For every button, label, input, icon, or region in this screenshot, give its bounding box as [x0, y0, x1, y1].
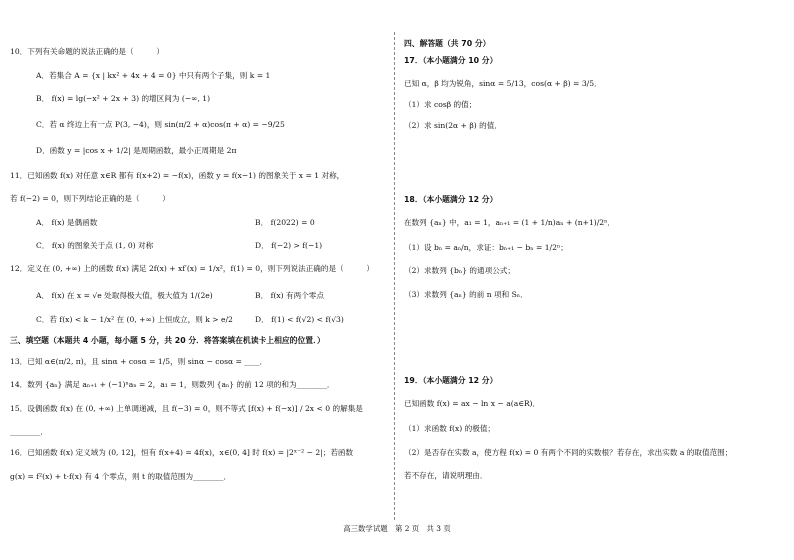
left-line-4: D．函数 y = |cos x + 1/2| 是周期函数，最小正周期是 2π: [36, 146, 237, 155]
left-line-19: 15．设偶函数 f(x) 在 (0, +∞) 上单调递减，且 f(−3) = 0，则不等式 [f(x) + f(−x)] / 2x < 0 的解集是: [10, 404, 363, 413]
right-line-13: （2）是否存在实数 a，使方程 f(x) = 0 有两个不同的实数根？若存在，求出实数 a 的取值范围；: [404, 448, 733, 457]
left-line-17: 13．已知 α∈(π/2, π)，且 sinα + cosα = 1/5，则 sinα − cosα = ____．: [10, 357, 268, 366]
left-line-8: B． f(2022) = 0: [255, 218, 315, 227]
right-line-3: （1）求 cosβ 的值；: [404, 100, 477, 109]
left-line-5: 11．已知函数 f(x) 对任意 x∈R 都有 f(x+2) = −f(x)，函数 y = f(x−1) 的图象关于 x = 1 对称，: [10, 171, 345, 180]
left-line-1: A．若集合 A = {x | kx² + 4x + 4 = 0} 中只有两个子集，则 k = 1: [36, 71, 271, 80]
left-line-21: 16．已知函数 f(x) 定义域为 (0, 12]，恒有 f(x+4) = 4f(x)，x∈(0, 4] 时 f(x) = |2ˣ⁻² − 2|；若函数: [10, 448, 354, 457]
left-line-14: C．若 f(x) < k − 1/x² 在 (0, +∞) 上恒成立，则 k > e/2: [36, 315, 233, 324]
right-line-0: 四、解答题（共 70 分）: [404, 39, 491, 48]
left-line-10: D． f(−2) > f(−1): [255, 241, 323, 250]
left-line-0: 10．下列有关命题的说法正确的是（ ）: [10, 47, 164, 56]
right-line-2: 已知 α，β 均为锐角，sinα = 5/13，cos(α + β) = 3/5．: [404, 79, 602, 88]
page-footer: 高三数学试题 第 2 页 共 3 页: [343, 524, 451, 533]
left-line-16: 三、填空题（本题共 4 小题，每小题 5 分，共 20 分．将答案填在机读卡上相应的位置．）: [10, 336, 325, 345]
left-line-20: ________．: [10, 427, 48, 436]
right-line-6: 在数列 {aₙ} 中，a₁ = 1，aₙ₊₁ = (1 + 1/n)aₙ + (n+1)/2ⁿ．: [404, 218, 616, 227]
right-line-14: 若不存在，请说明理由．: [404, 471, 488, 480]
left-line-6: 若 f(−2) = 0，则下列结论正确的是（ ）: [10, 194, 170, 203]
left-line-18: 14．数列 {aₙ} 满足 aₙ₊₁ + (−1)ⁿaₙ = 2，a₁ = 1，则数列 {aₙ} 的前 12 项的和为________．: [10, 380, 335, 389]
right-line-4: （2）求 sin(2α + β) 的值．: [404, 121, 502, 130]
left-line-9: C． f(x) 的图象关于点 (1, 0) 对称: [36, 241, 154, 250]
left-line-3: C．若 α 终边上有一点 P(3, −4)，则 sin(π/2 + α)cos(π + α) = −9/25: [36, 120, 285, 129]
right-line-5: 18．（本小题满分 12 分）: [404, 195, 498, 204]
right-line-10: 19．（本小题满分 12 分）: [404, 376, 498, 385]
column-divider: [394, 32, 395, 520]
right-line-12: （1）求函数 f(x) 的极值；: [404, 424, 496, 433]
right-line-7: （1）设 bₙ = aₙ/n，求证：bₙ₊₁ − bₙ = 1/2ⁿ；: [404, 243, 568, 252]
left-line-15: D． f(1) < f(√2) < f(√3): [255, 315, 344, 324]
right-line-11: 已知函数 f(x) = ax − ln x − a(a∈R)．: [404, 399, 541, 408]
right-line-9: （3）求数列 {aₙ} 的前 n 项和 Sₙ．: [404, 290, 528, 299]
left-line-2: B． f(x) = lg(−x² + 2x + 3) 的增区间为 (−∞, 1): [36, 94, 211, 103]
left-line-7: A． f(x) 是偶函数: [36, 218, 98, 227]
left-line-13: B． f(x) 有两个零点: [255, 291, 324, 300]
right-line-8: （2）求数列 {bₙ} 的通项公式；: [404, 266, 515, 275]
right-line-1: 17．（本小题满分 10 分）: [404, 56, 498, 65]
left-line-11: 12．定义在 (0, +∞) 上的函数 f(x) 满足 2f(x) + xf′(x) = 1/x²，f(1) = 0，则下列说法正确的是（ ）: [10, 264, 375, 273]
left-line-22: g(x) = f²(x) + t·f(x) 有 4 个零点，则 t 的取值范围为________．: [10, 472, 232, 481]
left-line-12: A． f(x) 在 x = √e 处取得极大值，极大值为 1/(2e): [36, 291, 213, 300]
